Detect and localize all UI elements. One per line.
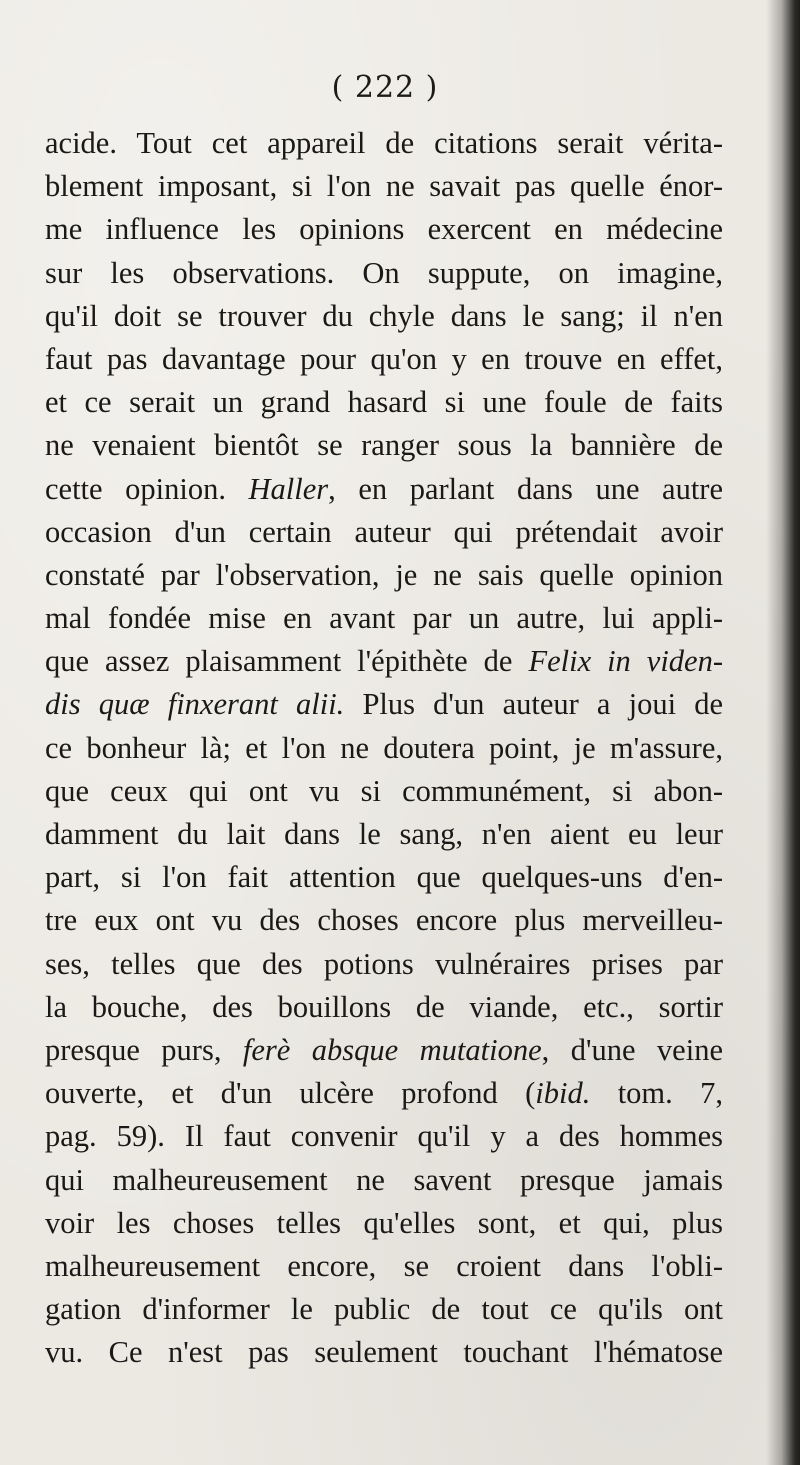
text-line <box>45 165 723 208</box>
text-line <box>45 727 723 770</box>
text-segment: ses, telles que des potions vulnéraires prises par <box>45 946 723 981</box>
text-segment: malheureusement encore, se croient dans l'obli- <box>45 1248 723 1283</box>
text-line <box>45 295 723 338</box>
text-line <box>45 1115 723 1158</box>
italic-text: Felix in viden- <box>528 644 723 679</box>
text-segment: part, si l'on fait attention que quelques-uns d'en- <box>45 860 723 895</box>
text-line <box>45 1331 723 1374</box>
text-line <box>45 943 723 986</box>
text-line <box>45 208 723 251</box>
text-segment: damment du lait dans le sang, n'en aient eu leur <box>45 817 723 851</box>
text-segment: occasion d'un certain auteur qui prétendait avoir <box>45 514 723 549</box>
text-segment: , d'une veine <box>541 1032 723 1067</box>
text-segment: ouverte, et d'un ulcère profond ( <box>45 1076 536 1111</box>
text-segment: ce bonheur là; et l'on ne doutera point, je m'assure, <box>45 730 723 765</box>
text-segment: gation d'informer le public de tout ce qu'ils ont <box>45 1292 723 1327</box>
text-line <box>45 381 723 424</box>
text-segment: , en parlant dans une autre <box>328 471 723 506</box>
text-segment: pag. 59). Il faut convenir qu'il y a des hommes <box>45 1119 723 1154</box>
text-line <box>45 986 723 1029</box>
text-segment: que ceux qui ont vu si communément, si abon- <box>45 773 723 808</box>
text-line <box>45 1245 723 1288</box>
text-line <box>45 511 723 554</box>
text-segment: la bouche, des bouillons de viande, etc., sortir <box>45 989 723 1024</box>
text-segment: tre eux ont vu des choses encore plus merveilleu- <box>45 903 723 938</box>
text-line <box>45 770 723 813</box>
text-segment: me influence les opinions exercent en médecine <box>45 212 723 247</box>
text-line <box>45 122 723 165</box>
text-segment: qu'il doit se trouver du chyle dans le sang; il n'en <box>45 298 723 333</box>
text-line <box>45 338 723 381</box>
text-segment: faut pas davantage pour qu'on y en trouve en effet, <box>45 341 723 376</box>
text-segment: sur les observations. On suppute, on imagine, <box>45 255 723 290</box>
italic-text: dis quæ finxerant alii. <box>45 687 345 722</box>
italic-text: Haller <box>248 471 329 506</box>
text-segment: et ce serait un grand hasard si une foule de faits <box>45 385 723 420</box>
text-line <box>45 899 723 942</box>
text-line <box>45 1072 723 1115</box>
text-segment: voir les choses telles qu'elles sont, et qui, plus <box>45 1205 723 1240</box>
body-text <box>45 122 723 1374</box>
text-segment: que assez plaisamment l'épithète de <box>45 644 529 679</box>
text-segment: presque purs, <box>45 1032 243 1067</box>
text-segment: Plus d'un auteur a joui de <box>344 687 723 722</box>
text-line <box>45 468 723 511</box>
text-line <box>45 683 723 726</box>
text-line <box>45 554 723 597</box>
text-segment: constaté par l'observation, je ne sais quelle opinion <box>45 557 723 592</box>
text-line <box>45 1288 723 1331</box>
text-segment: blement imposant, si l'on ne savait pas quelle énor- <box>45 169 723 204</box>
text-line <box>45 856 723 899</box>
text-line <box>45 252 723 295</box>
text-line <box>45 424 723 467</box>
text-line <box>45 597 723 640</box>
text-segment: acide. Tout cet appareil de citations serait vérita- <box>45 126 723 160</box>
text-line <box>45 640 723 683</box>
text-line <box>45 1159 723 1202</box>
page-gutter-shadow <box>766 0 800 1465</box>
italic-text: ferè absque mutatione <box>242 1032 542 1067</box>
text-segment: qui malheureusement ne savent presque jamais <box>45 1162 723 1197</box>
page-number: ( 222 ) <box>331 70 439 105</box>
text-line <box>45 1202 723 1245</box>
text-segment: tom. 7, <box>590 1076 723 1111</box>
text-segment: cette opinion. <box>45 471 249 506</box>
text-segment: vu. Ce n'est pas seulement touchant l'hématose <box>45 1335 723 1370</box>
text-line <box>45 1029 723 1072</box>
text-line <box>45 813 723 856</box>
text-segment: ne venaient bientôt se ranger sous la bannière de <box>45 428 723 463</box>
text-segment: mal fondée mise en avant par un autre, lui appli- <box>45 601 723 636</box>
italic-text: ibid. <box>535 1076 591 1111</box>
